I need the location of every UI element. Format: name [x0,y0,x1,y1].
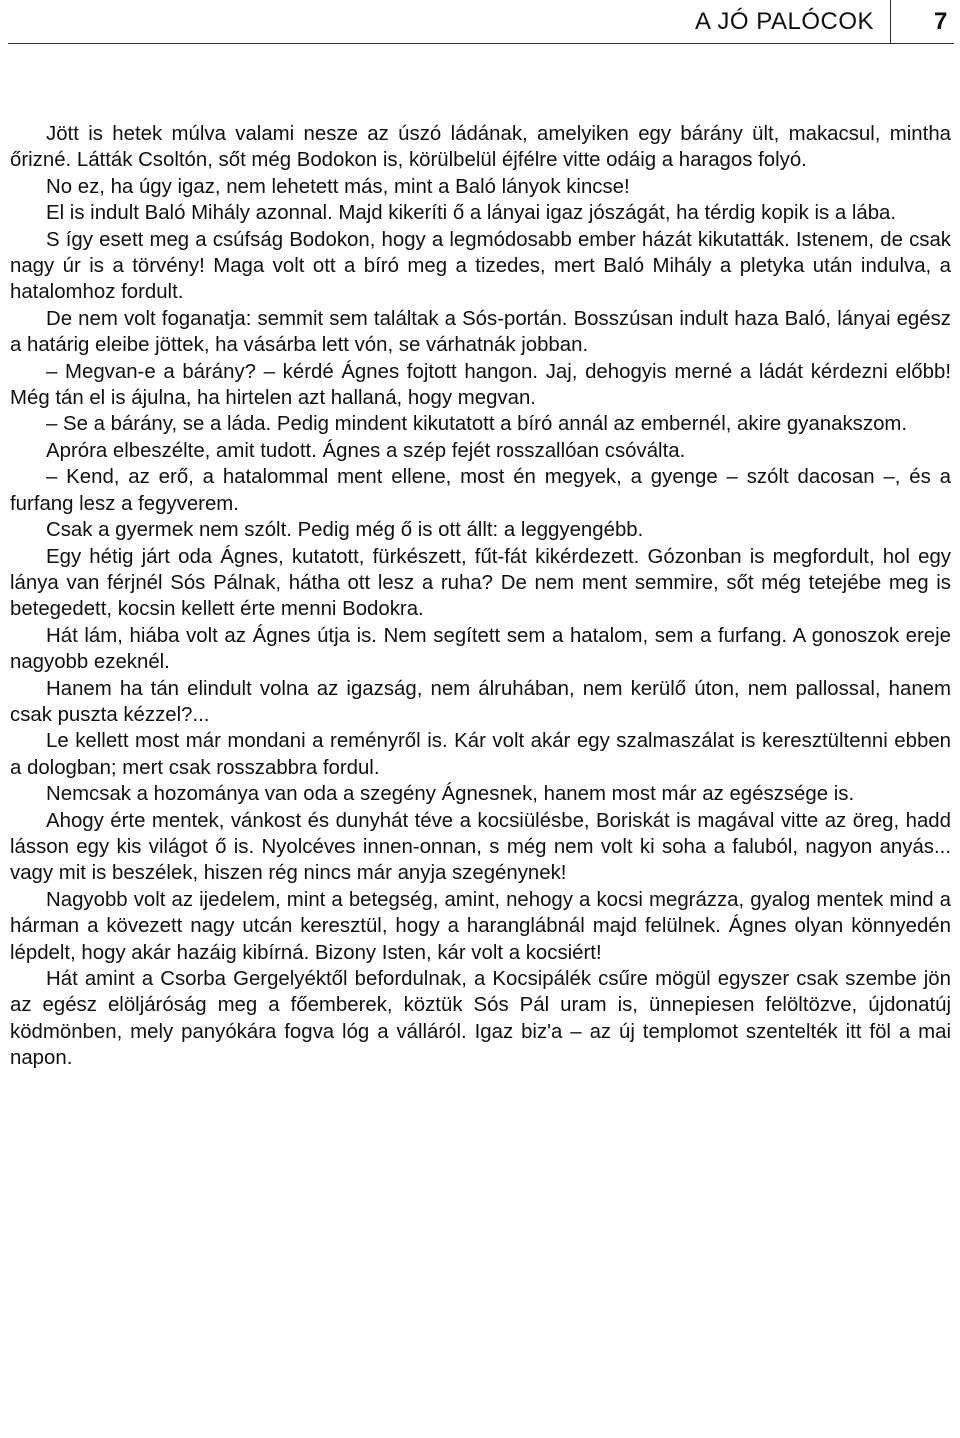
header-divider [890,0,891,43]
paragraph: Nagyobb volt az ijedelem, mint a betegség, amint, nehogy a kocsi megrázza, gyalog mentek mind a hárman a kövezett nagy utcán keresztül, hogy a haranglábnál majd felülnek. Ágnes olyan könnyedén lépdelt, hogy akár hazáig kibírná. Bizony Isten, kár volt a kocsiért! [10,888,951,964]
running-header-title: A JÓ PALÓCOK [695,8,874,35]
paragraph: – Kend, az erő, a hatalommal ment ellene, most én megyek, a gyenge – szólt dacosan –, és a furfang lesz a fegyverem. [10,466,951,515]
running-header [0,0,960,44]
paragraph: Hanem ha tán elindult volna az igazság, nem álruhában, nem kerülő úton, nem pallossal, hanem csak puszta kézzel?... [10,677,951,726]
paragraph: Csak a gyermek nem szólt. Pedig még ő is ott állt: a leggyengébb. [46,519,644,542]
paragraph: Ahogy érte mentek, vánkost és dunyhát téve a kocsiülésbe, Boriskát is magával vitte az öreg, hadd lásson egy kis világot ő is. Nyolcéves innen-onnan, s még nem volt ki soha a faluból, nagyon anyás... vagy mit is beszélek, hiszen rég nincs már anyja szegénynek! [10,809,951,885]
body-text [10,121,951,1072]
paragraph: – Megvan-e a bárány? – kérdé Ágnes fojtott hangon. Jaj, dehogyis merné a ládát kérdezni előbb! Még tán el is ájulna, ha hirtelen azt hallaná, hogy megvan. [10,360,951,410]
paragraph: Jött is hetek múlva valami nesze az úszó ládának, amelyiken egy bárány ült, makacsul, mintha őrizné. Látták Csoltón, sőt még Bodokon is, körülbelül éjfélre vitte odáig a haragos folyó. [10,123,951,172]
paragraph: Egy hétig járt oda Ágnes, kutatott, fürkészett, fűt-fát kikérdezett. Gózonban is megfordult, hol egy lánya van férjnél Sós Pálnak, hátha ott lesz a ruha? De nem ment semmire, sőt még tetejébe meg is betegedett, kocsin kellett érte menni Bodokra. [10,545,951,621]
paragraph: Le kellett most már mondani a reményről is. Kár volt akár egy szalmaszálat is keresztültenni ebben a dologban; mert csak rosszabbra fordul. [10,730,951,779]
paragraph: No ez, ha úgy igaz, nem lehetett más, mint a Baló lányok kincse! [46,175,630,198]
paragraph: – Se a bárány, se a láda. Pedig mindent kikutatott a bíró annál az embernél, akire gyanakszom. [46,413,908,436]
paragraph: Hát amint a Csorba Gergelyéktől befordulnak, a Kocsipálék csűre mögül egyszer csak szembe jön az egész elöljáróság meg a főemberek, köztük Sós Pál uram is, ünnepiesen felöltözve, újdonatúj ködmönben, mely panyókára fogva lóg a válláról. Igaz biz'a – az új templomot szentelték itt föl a mai napon. [10,968,951,1070]
paragraph: S így esett meg a csúfság Bodokon, hogy a legmódosabb ember házát kikutatták. Istenem, de csak nagy úr is a törvény! Maga volt ott a bíró meg a tizedes, mert Baló Mihály a pletyka után indulva, a hatalomhoz fordult. [10,228,951,304]
paragraph: De nem volt foganatja: semmit sem találtak a Sós-portán. Bosszúsan indult haza Baló, lányai egész a határig eleibe jöttek, ha vásárba lett vón, se várhatnák jobban. [10,307,951,357]
header-rule [8,43,954,44]
paragraph: Apróra elbeszélte, amit tudott. Ágnes a szép fejét rosszallóan csóválta. [46,439,686,462]
paragraph: Hát lám, hiába volt az Ágnes útja is. Nem segített sem a hatalom, sem a furfang. A gonoszok ereje nagyobb ezeknél. [10,624,951,674]
page-number: 7 [934,8,948,35]
paragraph: El is indult Baló Mihály azonnal. Majd kikeríti ő a lányai igaz jószágát, ha térdig kopik is a lába. [46,202,897,225]
paragraph: Nemcsak a hozománya van oda a szegény Ágnesnek, hanem most már az egészsége is. [46,783,855,806]
